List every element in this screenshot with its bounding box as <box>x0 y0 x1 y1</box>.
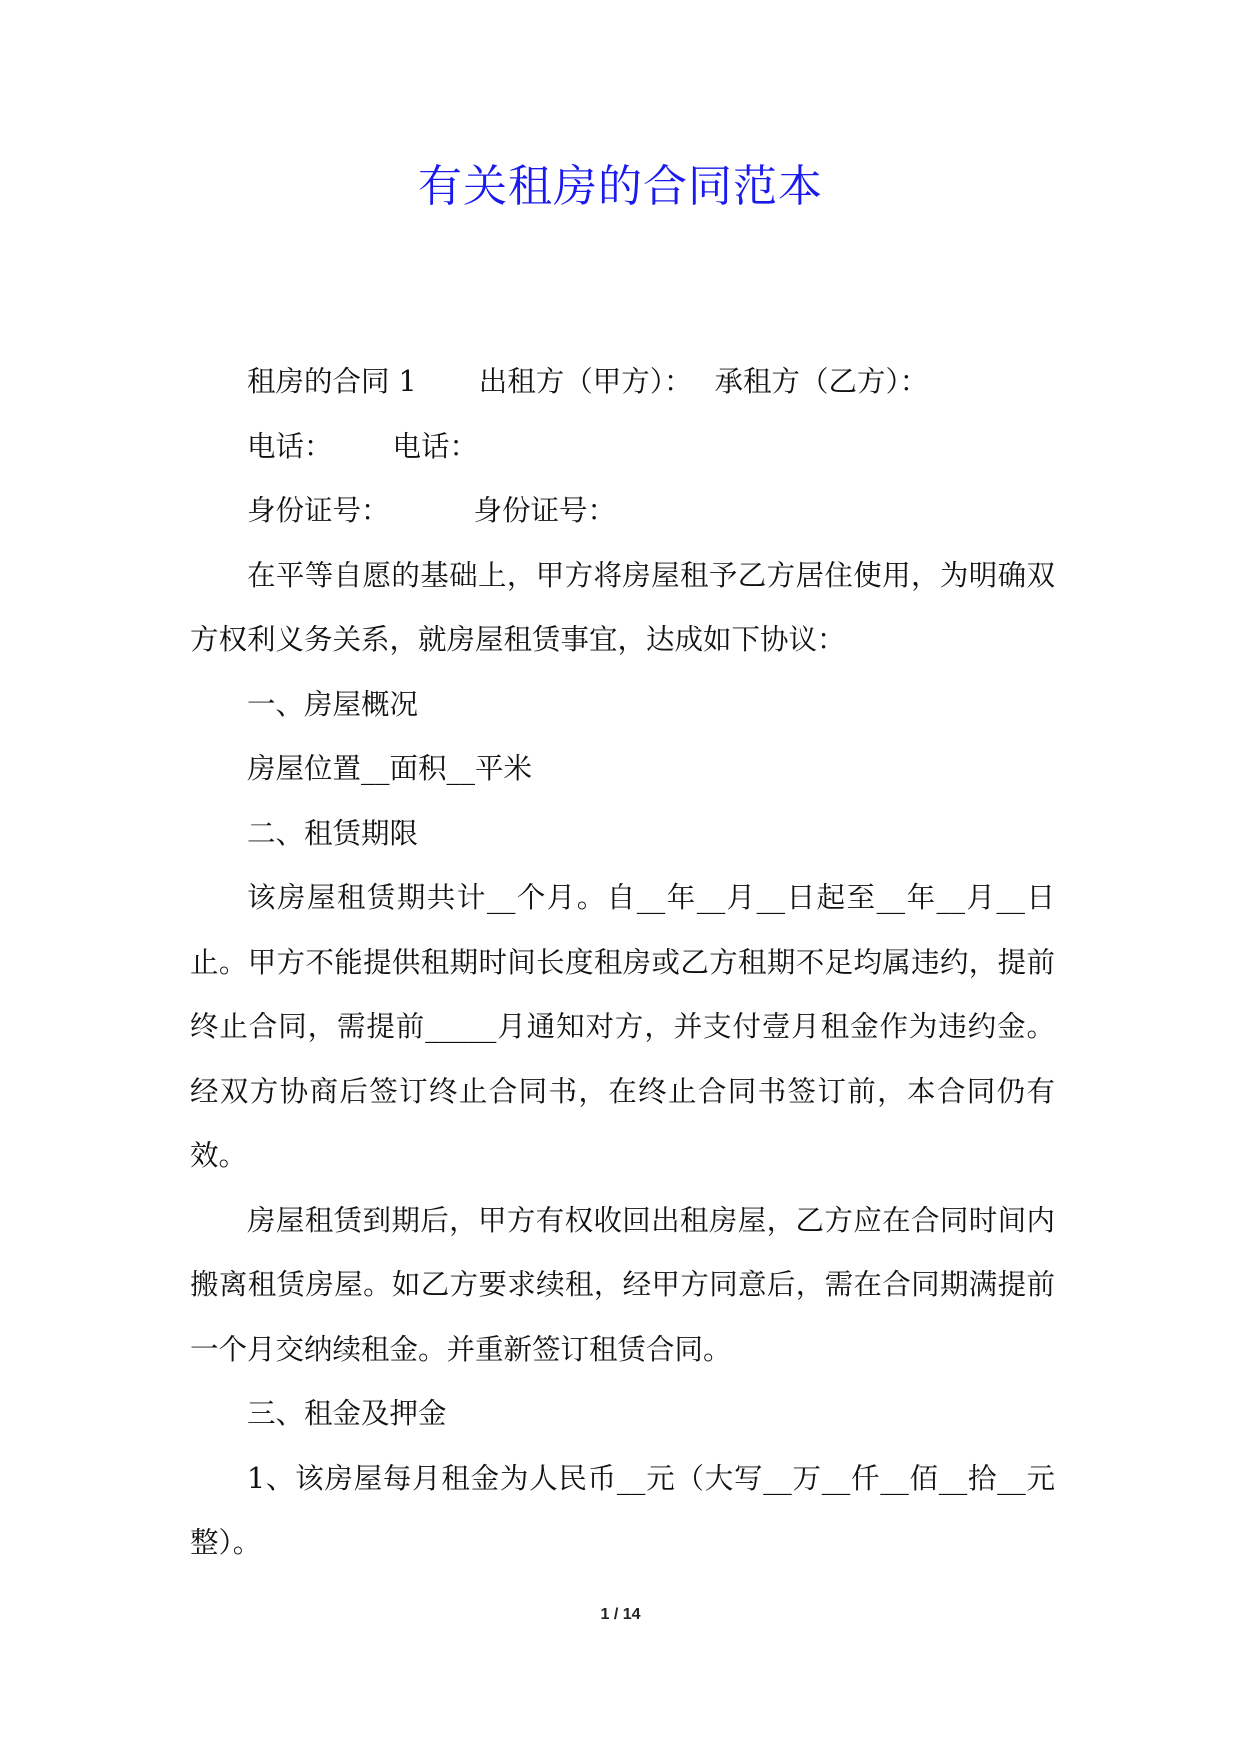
lessee-label: 承租方（乙方）： <box>714 365 929 398</box>
paragraph-term: 该房屋租赁期共计__个月。自__年__月__日起至__年__月__日止。甲方不能提供租期时间长度租房或乙方租期不足均属违约，提前终止合同，需提前_____月通知对方，并支付壹月租金作为违约金。经双方协商后签订终止合同书，在终止合同书签订前，本合同仍有效。 <box>190 881 1055 1172</box>
lessee-id-label: 身份证号： <box>473 494 617 527</box>
section-heading-property: 一、房屋概况 <box>247 687 419 721</box>
header-row-parties <box>190 350 1055 415</box>
lessor-id-label: 身份证号： <box>247 494 390 527</box>
lessor-label: 出租方（甲方）： <box>478 365 693 398</box>
section-heading-rent: 三、租金及押金 <box>247 1397 447 1430</box>
lessor-phone-label: 电话： <box>247 429 333 463</box>
contract-number: 租房的合同 1 <box>247 365 417 398</box>
paragraph-property-location: 房屋位置__面积__平米 <box>247 752 533 785</box>
page-number: 1 / 14 <box>600 1606 641 1623</box>
lessee-phone-label: 电话： <box>392 429 479 463</box>
contract-body <box>190 350 1055 1576</box>
section-heading-term: 二、租赁期限 <box>247 816 419 850</box>
header-row-id <box>190 479 1055 544</box>
document-title: 有关租房的合同范本 <box>418 161 823 212</box>
paragraph-preamble: 在平等自愿的基础上，甲方将房屋租予乙方居住使用，为明确双方权利义务关系，就房屋租赁事宜，达成如下协议： <box>190 558 1055 656</box>
paragraph-rent-amount: 1、该房屋每月租金为人民币__元（大写__万__仟__佰__拾__元整）。 <box>190 1461 1055 1559</box>
paragraph-expiry: 房屋租赁到期后，甲方有权收回出租房屋，乙方应在合同时间内搬离租赁房屋。如乙方要求续租，经甲方同意后，需在合同期满提前一个月交纳续租金。并重新签订租赁合同。 <box>190 1203 1055 1366</box>
header-row-phone <box>190 415 1055 480</box>
